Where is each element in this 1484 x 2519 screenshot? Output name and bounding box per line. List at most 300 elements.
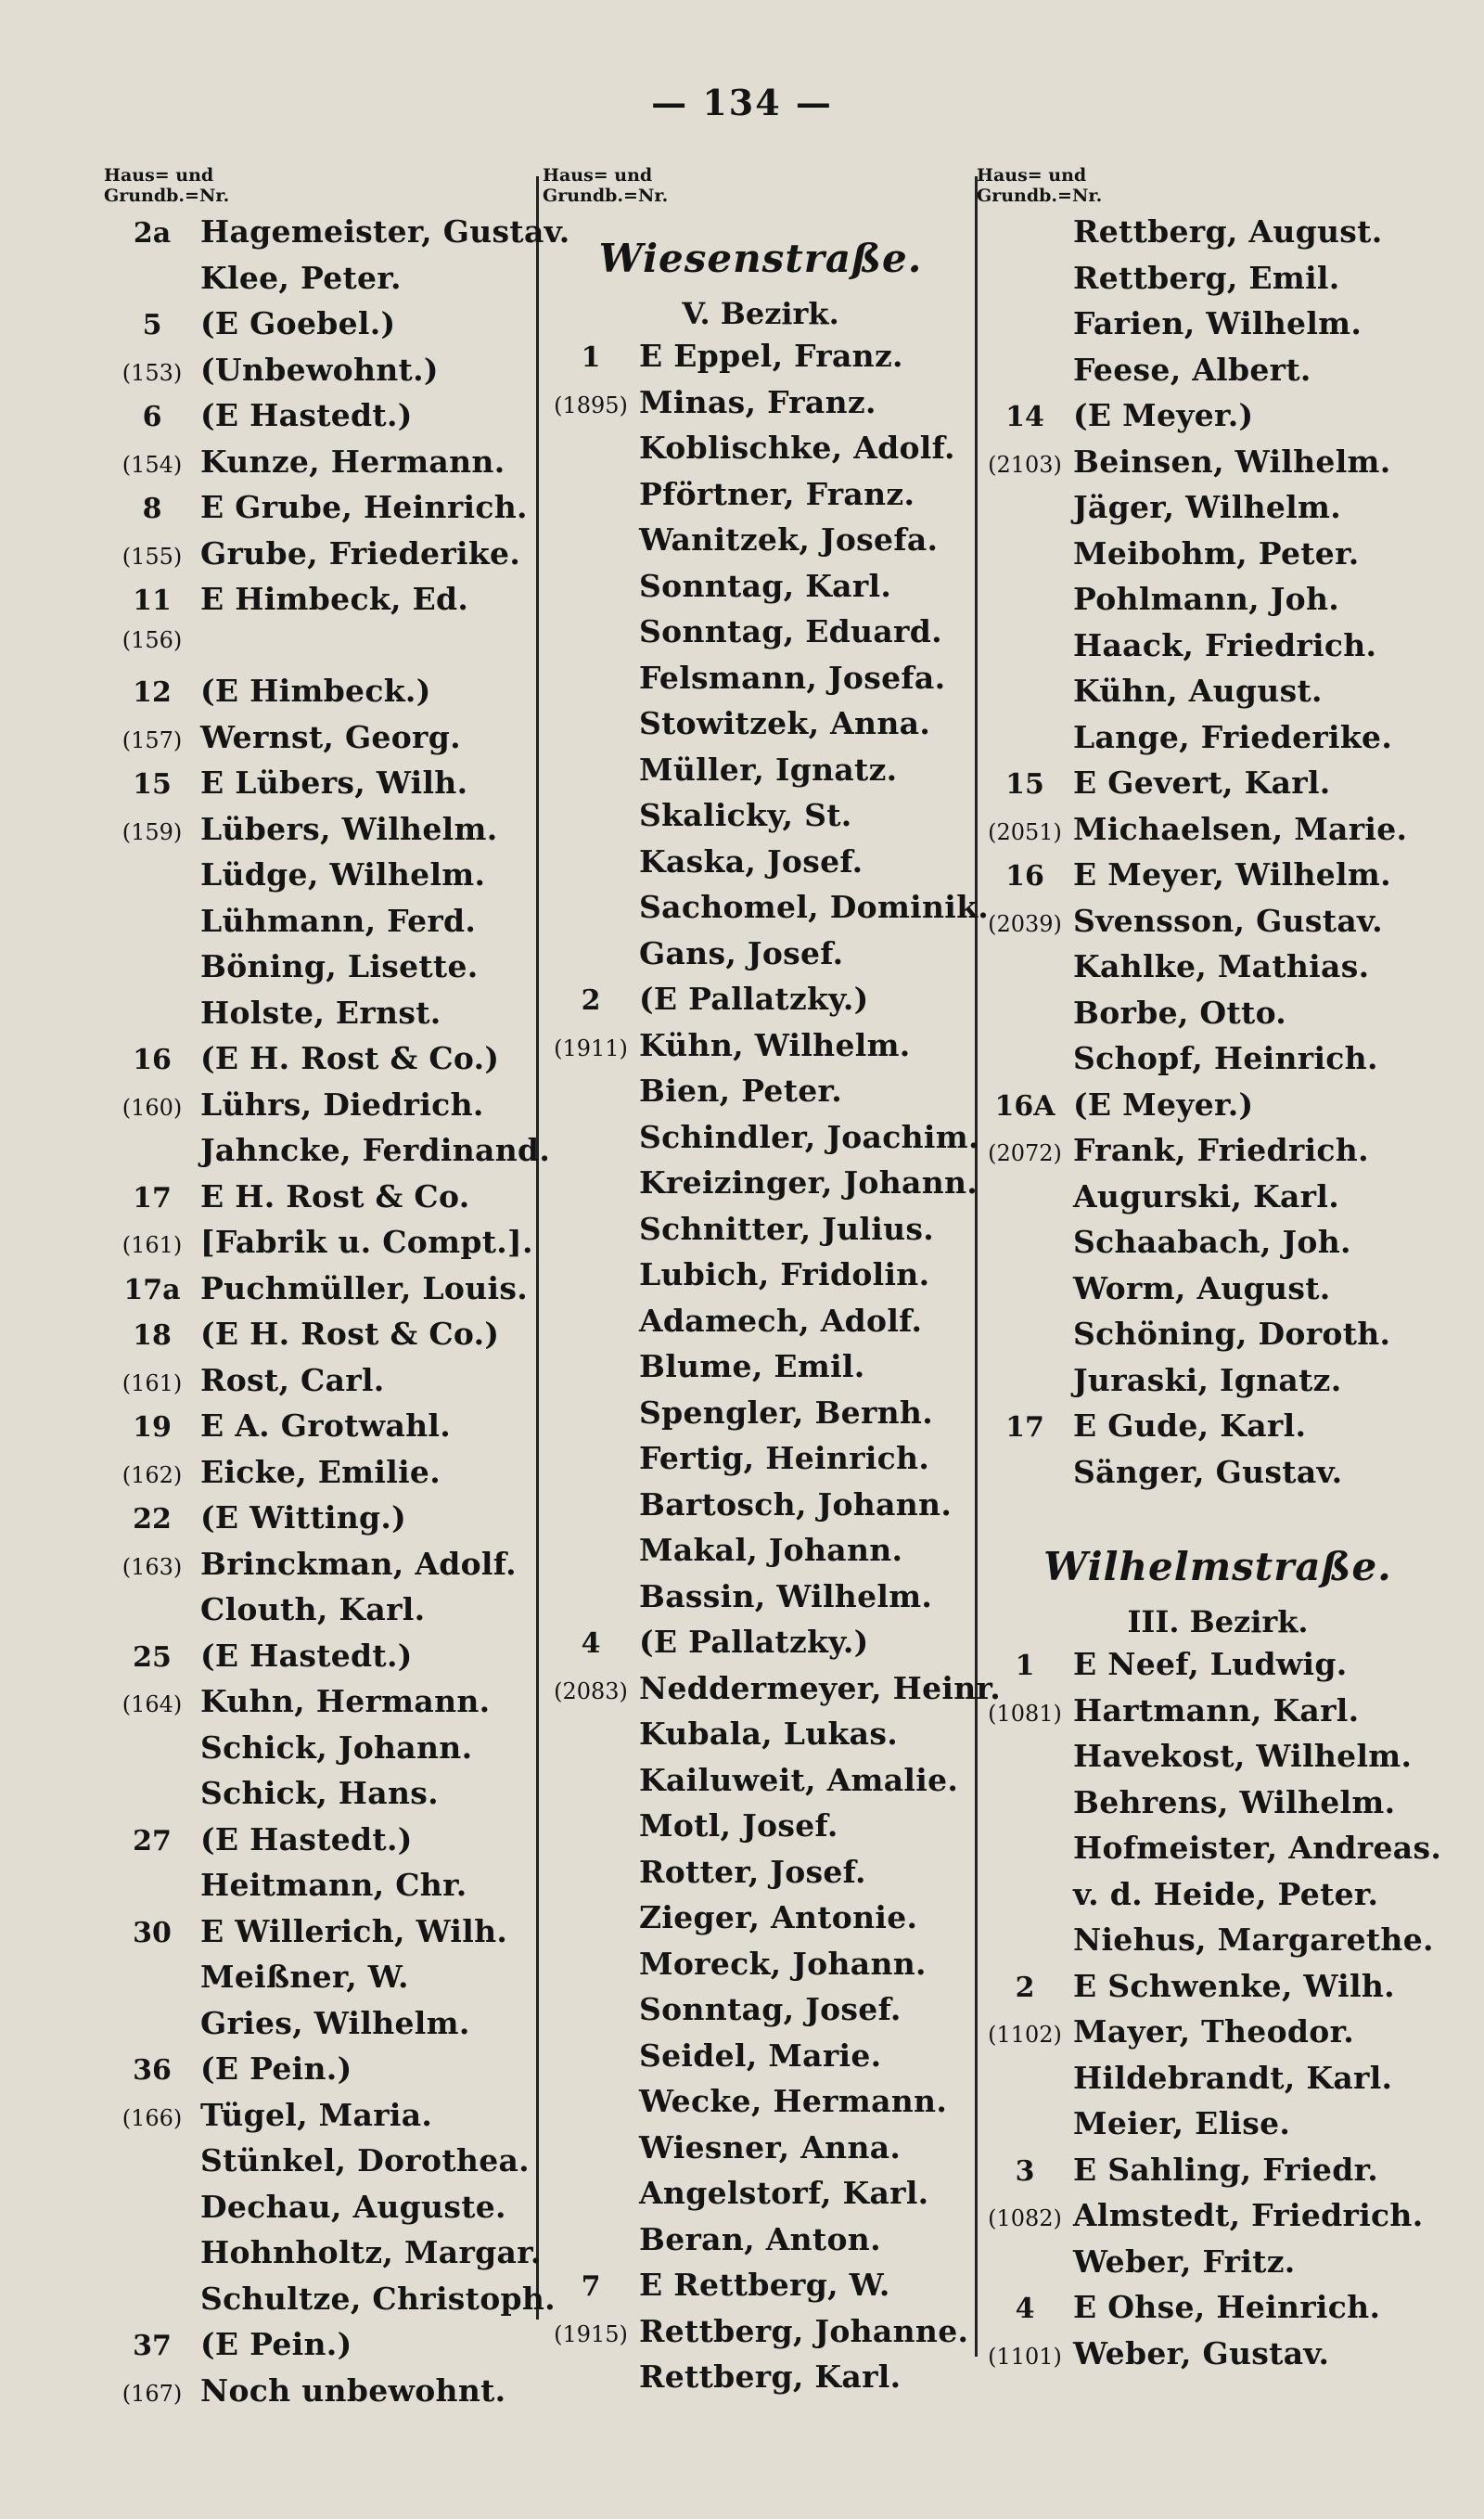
page-number: — 134 — bbox=[651, 82, 833, 123]
resident-name: Stünkel, Dorothea. bbox=[200, 2142, 530, 2178]
resident-name: Meißner, W. bbox=[200, 1959, 409, 1995]
resident-name: Kunze, Hermann. bbox=[200, 443, 505, 480]
directory-entry bbox=[104, 1040, 540, 1086]
resident-name: Farien, Wilhelm. bbox=[1073, 305, 1362, 341]
directory-entry bbox=[104, 2234, 540, 2281]
directory-entry bbox=[543, 568, 979, 614]
directory-entry bbox=[104, 2189, 540, 2235]
directory-entry bbox=[104, 1454, 540, 1500]
resident-name: Sonntag, Josef. bbox=[639, 1991, 902, 2027]
house-number: 36 bbox=[133, 2054, 172, 2087]
resident-name: Schultze, Christoph. bbox=[200, 2280, 556, 2317]
resident-name: Worm, August. bbox=[1073, 1269, 1331, 1306]
directory-entry bbox=[977, 1040, 1459, 1086]
resident-name: Lübers, Wilhelm. bbox=[200, 810, 498, 847]
resident-name: (E Pein.) bbox=[200, 2326, 352, 2362]
directory-entry bbox=[543, 1578, 979, 1625]
directory-entry bbox=[977, 2243, 1459, 2290]
resident-name: (E H. Rost & Co.) bbox=[200, 1040, 500, 1076]
resident-name: Grube, Friederike. bbox=[200, 534, 521, 572]
resident-name: Bartosch, Johann. bbox=[639, 1485, 953, 1523]
directory-entry bbox=[104, 765, 540, 811]
resident-name: E Gevert, Karl. bbox=[1073, 765, 1331, 801]
house-number: (163) bbox=[122, 1553, 183, 1580]
directory-entry bbox=[977, 903, 1459, 949]
resident-name: Meibohm, Peter. bbox=[1073, 534, 1360, 572]
resident-name: Sonntag, Eduard. bbox=[639, 613, 942, 649]
directory-entry bbox=[104, 903, 540, 949]
column-header bbox=[977, 165, 1459, 208]
resident-name: Almstedt, Friedrich. bbox=[1073, 2197, 1424, 2233]
resident-name: Minas, Franz. bbox=[639, 383, 876, 420]
resident-name: Weber, Gustav. bbox=[1073, 2334, 1330, 2371]
directory-entry bbox=[104, 1638, 540, 1684]
resident-name: Schöning, Doroth. bbox=[1073, 1316, 1391, 1352]
house-number: (160) bbox=[122, 1094, 183, 1121]
directory-entry bbox=[543, 1348, 979, 1394]
directory-entry bbox=[977, 2152, 1459, 2198]
resident-name: Rettberg, Johanne. bbox=[639, 2312, 969, 2349]
resident-name: (E Meyer.) bbox=[1073, 397, 1254, 433]
resident-name: Michaelsen, Marie. bbox=[1073, 810, 1408, 847]
resident-name: Lühmann, Ferd. bbox=[200, 902, 477, 939]
resident-name: Gans, Josef. bbox=[639, 934, 844, 971]
resident-name: (E Hastedt.) bbox=[200, 1820, 413, 1857]
house-number: 18 bbox=[133, 1319, 172, 1352]
district-label: V. Bezirk. bbox=[682, 296, 839, 331]
resident-name: Kühn, Wilhelm. bbox=[639, 1026, 911, 1063]
resident-name: Pohlmann, Joh. bbox=[1073, 581, 1340, 617]
directory-entry bbox=[977, 1830, 1459, 1876]
resident-name: Motl, Josef. bbox=[639, 1807, 838, 1844]
directory-entry bbox=[104, 673, 540, 719]
directory-entry bbox=[977, 948, 1459, 995]
directory-entry bbox=[104, 1224, 540, 1270]
entry-list bbox=[104, 213, 570, 2418]
directory-entry bbox=[977, 811, 1459, 857]
house-number: (156) bbox=[122, 626, 183, 653]
column-1 bbox=[104, 165, 570, 2418]
directory-entry bbox=[543, 2221, 979, 2268]
column-header-line: Grundb.=Nr. bbox=[977, 186, 1103, 206]
house-number: (2083) bbox=[554, 1677, 628, 1704]
column-header-line: Haus= und bbox=[104, 165, 214, 186]
directory-entry bbox=[977, 2105, 1459, 2152]
directory-entry bbox=[977, 1362, 1459, 1408]
directory-entry bbox=[977, 765, 1459, 811]
resident-name: Eicke, Emilie. bbox=[200, 1453, 441, 1490]
directory-entry bbox=[104, 1270, 540, 1317]
column-2 bbox=[543, 165, 1001, 2405]
directory-entry bbox=[104, 397, 540, 443]
resident-name: (E Himbeck.) bbox=[200, 673, 431, 709]
resident-name: E Neef, Ludwig. bbox=[1073, 1646, 1348, 1682]
directory-entry bbox=[543, 1946, 979, 1992]
resident-name: Schick, Johann. bbox=[200, 1729, 473, 1766]
directory-entry bbox=[104, 2326, 540, 2372]
resident-name: E Lübers, Wilh. bbox=[200, 765, 468, 801]
resident-name: Schopf, Heinrich. bbox=[1073, 1040, 1378, 1076]
resident-name: E Schwenke, Wilh. bbox=[1073, 1967, 1395, 2004]
entry-list bbox=[977, 1646, 1459, 2381]
column-header-line: Haus= und bbox=[977, 165, 1087, 186]
house-number: 17 bbox=[133, 1181, 172, 1215]
directory-entry bbox=[543, 1211, 979, 1257]
house-number: 2 bbox=[1015, 1971, 1035, 2004]
resident-name: v. d. Heide, Peter. bbox=[1073, 1875, 1379, 1912]
resident-name: Clouth, Karl. bbox=[200, 1591, 426, 1627]
entry-list bbox=[543, 338, 1001, 2405]
resident-name: Haack, Friedrich. bbox=[1073, 626, 1377, 663]
house-number: (1102) bbox=[988, 2022, 1062, 2048]
directory-entry bbox=[977, 2289, 1459, 2335]
directory-entry bbox=[977, 443, 1459, 490]
house-number: 15 bbox=[1005, 768, 1044, 801]
house-number: (2051) bbox=[988, 818, 1062, 845]
directory-entry bbox=[543, 1440, 979, 1486]
house-number: (157) bbox=[122, 726, 183, 753]
directory-entry bbox=[543, 660, 979, 706]
resident-name: Jahncke, Ferdinand. bbox=[200, 1132, 551, 1168]
directory-entry bbox=[543, 1762, 979, 1808]
house-number: 12 bbox=[133, 676, 172, 709]
directory-entry bbox=[977, 352, 1459, 398]
directory-entry bbox=[104, 1729, 540, 1776]
resident-name: E Meyer, Wilhelm. bbox=[1073, 856, 1391, 893]
house-number: (155) bbox=[122, 543, 183, 570]
directory-entry bbox=[543, 613, 979, 660]
directory-entry bbox=[104, 1959, 540, 2005]
resident-name: Wanitzek, Josefa. bbox=[639, 521, 939, 558]
resident-name: Svensson, Gustav. bbox=[1073, 902, 1383, 939]
directory-entry bbox=[543, 2129, 979, 2176]
directory-entry bbox=[977, 1224, 1459, 1270]
resident-name: [Fabrik u. Compt.]. bbox=[200, 1224, 533, 1260]
resident-name: Gries, Wilhelm. bbox=[200, 2004, 470, 2041]
directory-entry bbox=[104, 995, 540, 1041]
resident-name: Lubich, Fridolin. bbox=[639, 1256, 930, 1292]
resident-name: Rettberg, August. bbox=[1073, 213, 1383, 250]
resident-name: (E Pallatzky.) bbox=[639, 981, 869, 1017]
directory-entry bbox=[104, 1362, 540, 1408]
directory-entry bbox=[543, 1119, 979, 1165]
resident-name: Angelstorf, Karl. bbox=[639, 2175, 929, 2211]
directory-entry bbox=[543, 2313, 979, 2359]
resident-name: Adamech, Adolf. bbox=[639, 1302, 923, 1339]
resident-name: Mayer, Theodor. bbox=[1073, 2013, 1355, 2050]
resident-name: Beran, Anton. bbox=[639, 2220, 881, 2257]
directory-entry bbox=[104, 305, 540, 352]
district-label: III. Bezirk. bbox=[1127, 1604, 1309, 1639]
resident-name: Böning, Lisette. bbox=[200, 948, 479, 984]
directory-entry bbox=[104, 948, 540, 995]
directory-entry bbox=[543, 2175, 979, 2221]
resident-name: Kuhn, Hermann. bbox=[200, 1683, 491, 1719]
directory-entry bbox=[543, 1854, 979, 1900]
resident-name: E Gude, Karl. bbox=[1073, 1407, 1307, 1444]
resident-name: Hartmann, Karl. bbox=[1073, 1691, 1360, 1729]
directory-entry bbox=[543, 521, 979, 568]
directory-entry bbox=[543, 705, 979, 752]
directory-entry bbox=[104, 2372, 540, 2419]
house-number: (1895) bbox=[554, 392, 628, 418]
directory-entry bbox=[543, 1486, 979, 1533]
directory-entry bbox=[104, 2280, 556, 2327]
resident-name: Sänger, Gustav. bbox=[1073, 1453, 1343, 1490]
house-number: 1 bbox=[1015, 1650, 1035, 1682]
house-number: (162) bbox=[122, 1461, 183, 1488]
house-number: (2072) bbox=[988, 1140, 1062, 1166]
resident-name: (E Goebel.) bbox=[200, 305, 396, 341]
street-heading: Wiesenstraße. bbox=[598, 236, 923, 281]
directory-entry bbox=[104, 1499, 540, 1546]
resident-name: Beinsen, Wilhelm. bbox=[1073, 443, 1391, 480]
resident-name: Lüdge, Wilhelm. bbox=[200, 856, 486, 893]
resident-name: E Eppel, Franz. bbox=[639, 338, 903, 374]
house-number: 5 bbox=[142, 309, 162, 341]
resident-name: Dechau, Auguste. bbox=[200, 2188, 506, 2225]
directory-entry bbox=[543, 338, 979, 384]
directory-entry bbox=[977, 2060, 1459, 2106]
directory-entry bbox=[543, 981, 979, 1027]
directory-entry bbox=[977, 260, 1459, 306]
resident-name: Wecke, Hermann. bbox=[639, 2083, 948, 2119]
directory-entry bbox=[104, 2050, 540, 2097]
resident-name: (E Witting.) bbox=[200, 1499, 407, 1536]
directory-entry bbox=[977, 397, 1459, 443]
directory-entry bbox=[543, 1164, 979, 1211]
directory-entry bbox=[104, 1913, 540, 1960]
house-number: 1 bbox=[581, 341, 601, 374]
resident-name: (E Hastedt.) bbox=[200, 1637, 413, 1674]
house-number: 19 bbox=[133, 1411, 172, 1444]
directory-entry bbox=[543, 1073, 979, 1119]
directory-entry bbox=[977, 856, 1459, 903]
directory-entry bbox=[104, 1178, 540, 1225]
house-number: 17a bbox=[123, 1273, 181, 1306]
street-heading: Wilhelmstraße. bbox=[1043, 1544, 1392, 1589]
resident-name: Moreck, Johann. bbox=[639, 1945, 927, 1982]
resident-name: Rettberg, Karl. bbox=[639, 2358, 902, 2395]
directory-entry bbox=[543, 1027, 979, 1073]
house-number: (167) bbox=[122, 2380, 183, 2407]
directory-entry bbox=[977, 1132, 1459, 1178]
resident-name: Müller, Ignatz. bbox=[639, 751, 898, 788]
resident-name: Hohnholtz, Margar. bbox=[200, 2234, 542, 2270]
house-number: 15 bbox=[133, 768, 172, 801]
house-number: 37 bbox=[133, 2330, 172, 2362]
resident-name: (E Pein.) bbox=[200, 2050, 352, 2087]
directory-entry bbox=[977, 1178, 1459, 1225]
directory-entry bbox=[104, 489, 540, 535]
house-number: (2039) bbox=[988, 910, 1062, 937]
resident-name: Schaabach, Joh. bbox=[1073, 1224, 1351, 1260]
house-number: 11 bbox=[133, 585, 172, 617]
resident-name: (Unbewohnt.) bbox=[200, 351, 439, 388]
directory-entry bbox=[977, 1738, 1459, 1784]
directory-entry bbox=[104, 1867, 540, 1913]
house-number: (166) bbox=[122, 2104, 183, 2131]
column-3 bbox=[977, 165, 1459, 2381]
house-number: (1101) bbox=[988, 2343, 1062, 2370]
resident-name: Weber, Fritz. bbox=[1073, 2243, 1296, 2280]
directory-entry bbox=[543, 1624, 979, 1670]
directory-entry bbox=[543, 1256, 979, 1303]
directory-entry bbox=[104, 627, 540, 674]
house-number: (164) bbox=[122, 1691, 183, 1717]
directory-entry bbox=[104, 811, 540, 857]
resident-name: Meier, Elise. bbox=[1073, 2105, 1291, 2141]
house-number: (154) bbox=[122, 451, 183, 478]
resident-name: Havekost, Wilhelm. bbox=[1073, 1738, 1413, 1774]
directory-entry bbox=[104, 260, 540, 306]
directory-entry bbox=[104, 1775, 540, 1821]
resident-name: E A. Grotwahl. bbox=[200, 1407, 452, 1444]
resident-name: E Willerich, Wilh. bbox=[200, 1912, 508, 1949]
directory-entry bbox=[543, 1394, 979, 1441]
directory-entry bbox=[543, 1899, 979, 1946]
column-header bbox=[104, 165, 540, 208]
resident-name: Rost, Carl. bbox=[200, 1361, 385, 1398]
directory-entry bbox=[977, 1270, 1459, 1317]
column-header-line: Haus= und bbox=[543, 165, 653, 186]
house-number: (1081) bbox=[988, 1700, 1062, 1727]
directory-entry bbox=[977, 1646, 1459, 1692]
house-number: (159) bbox=[122, 818, 183, 845]
directory-entry bbox=[977, 2013, 1459, 2060]
directory-entry bbox=[977, 1316, 1459, 1362]
house-number: (161) bbox=[122, 1369, 183, 1396]
resident-name: (E Meyer.) bbox=[1073, 1086, 1254, 1123]
directory-entry bbox=[977, 1086, 1459, 1133]
resident-name: E Grube, Heinrich. bbox=[200, 489, 528, 525]
resident-name: Rotter, Josef. bbox=[639, 1853, 866, 1890]
directory-entry bbox=[977, 1921, 1459, 1968]
directory-entry bbox=[104, 581, 540, 627]
resident-name: Augurski, Karl. bbox=[1073, 1177, 1339, 1215]
resident-name: Borbe, Otto. bbox=[1073, 994, 1287, 1031]
house-number: (1915) bbox=[554, 2320, 628, 2347]
directory-entry bbox=[543, 1669, 1001, 1716]
resident-name: Felsmann, Josefa. bbox=[639, 659, 946, 696]
resident-name: Zieger, Antonie. bbox=[639, 1899, 918, 1935]
resident-name: (E Hastedt.) bbox=[200, 397, 413, 433]
house-number: (1911) bbox=[554, 1035, 628, 1061]
directory-entry bbox=[104, 1086, 540, 1133]
directory-entry bbox=[104, 352, 540, 398]
directory-entry bbox=[977, 581, 1459, 627]
entry-list bbox=[977, 213, 1459, 1499]
house-number: 8 bbox=[142, 493, 162, 525]
directory-entry bbox=[977, 1968, 1459, 2014]
directory-entry bbox=[543, 752, 979, 798]
column-header-line: Grundb.=Nr. bbox=[104, 186, 230, 206]
resident-name: Brinckman, Adolf. bbox=[200, 1545, 517, 1582]
resident-name: Niehus, Margarethe. bbox=[1073, 1921, 1434, 1958]
resident-name: Kahlke, Mathias. bbox=[1073, 948, 1370, 984]
house-number: (153) bbox=[122, 359, 183, 386]
directory-entry bbox=[104, 2142, 540, 2189]
resident-name: Neddermeyer, Heinr. bbox=[639, 1669, 1001, 1706]
directory-entry bbox=[543, 2037, 979, 2084]
directory-entry bbox=[977, 305, 1459, 352]
house-number: 2a bbox=[133, 217, 172, 250]
resident-name: (E Pallatzky.) bbox=[639, 1624, 869, 1660]
house-number: (1082) bbox=[988, 2205, 1062, 2231]
resident-name: Skalicky, St. bbox=[639, 797, 852, 833]
resident-name: E Ohse, Heinrich. bbox=[1073, 2289, 1381, 2325]
resident-name: Kailuweit, Amalie. bbox=[639, 1761, 959, 1798]
resident-name: Makal, Johann. bbox=[639, 1532, 903, 1568]
house-number: 30 bbox=[133, 1916, 172, 1949]
house-number: 3 bbox=[1015, 2154, 1035, 2188]
resident-name: Pförtner, Franz. bbox=[639, 475, 915, 512]
resident-name: (E H. Rost & Co.) bbox=[200, 1316, 500, 1352]
directory-entry bbox=[543, 1303, 979, 1349]
resident-name: Holste, Ernst. bbox=[200, 994, 441, 1031]
directory-entry bbox=[977, 2197, 1459, 2243]
directory-entry bbox=[543, 1716, 979, 1762]
directory-entry bbox=[977, 673, 1459, 719]
resident-name: Kubala, Lukas. bbox=[639, 1716, 899, 1752]
directory-entry bbox=[543, 843, 979, 890]
directory-entry bbox=[977, 213, 1459, 260]
house-number: 25 bbox=[133, 1640, 172, 1674]
resident-name: Schindler, Joachim. bbox=[639, 1118, 979, 1155]
resident-name: Stowitzek, Anna. bbox=[639, 705, 931, 741]
directory-entry bbox=[977, 1876, 1459, 1922]
house-number: 16 bbox=[133, 1044, 172, 1076]
resident-name: Behrens, Wilhelm. bbox=[1073, 1783, 1396, 1820]
directory-entry bbox=[104, 1683, 540, 1729]
resident-name: Tügel, Maria. bbox=[200, 2096, 433, 2133]
resident-name: Bien, Peter. bbox=[639, 1073, 843, 1109]
house-number: 16 bbox=[1005, 860, 1044, 893]
resident-name: Heitmann, Chr. bbox=[200, 1867, 467, 1903]
directory-entry bbox=[104, 535, 540, 582]
directory-entry bbox=[543, 797, 979, 843]
house-number: 17 bbox=[1005, 1411, 1044, 1444]
directory-entry bbox=[543, 384, 979, 431]
directory-entry bbox=[543, 935, 979, 982]
house-number: 22 bbox=[133, 1503, 172, 1536]
resident-name: Fertig, Heinrich. bbox=[639, 1440, 930, 1476]
resident-name: Noch unbewohnt. bbox=[200, 2371, 506, 2409]
resident-name: Feese, Albert. bbox=[1073, 351, 1311, 388]
directory-entry bbox=[104, 2097, 540, 2143]
directory-entry bbox=[543, 476, 979, 522]
resident-name: Rettberg, Emil. bbox=[1073, 259, 1340, 296]
resident-name: Jäger, Wilhelm. bbox=[1073, 489, 1342, 525]
house-number: 4 bbox=[581, 1627, 601, 1660]
house-number: 27 bbox=[133, 1824, 172, 1857]
resident-name: E Himbeck, Ed. bbox=[200, 581, 469, 617]
resident-name: Sachomel, Dominik. bbox=[639, 889, 990, 925]
directory-entry bbox=[104, 1407, 540, 1454]
resident-name: Hofmeister, Andreas. bbox=[1073, 1830, 1442, 1866]
directory-entry bbox=[104, 1316, 540, 1362]
house-number: 14 bbox=[1005, 401, 1044, 433]
directory-entry bbox=[104, 1546, 540, 1592]
directory-entry bbox=[977, 489, 1459, 535]
directory-entry bbox=[543, 1991, 979, 2037]
directory-entry bbox=[104, 213, 570, 260]
directory-entry bbox=[104, 856, 540, 903]
resident-name: E H. Rost & Co. bbox=[200, 1177, 470, 1215]
resident-name: Wiesner, Anna. bbox=[639, 2128, 902, 2166]
resident-name: Puchmüller, Louis. bbox=[200, 1269, 529, 1306]
directory-entry bbox=[104, 1821, 540, 1868]
